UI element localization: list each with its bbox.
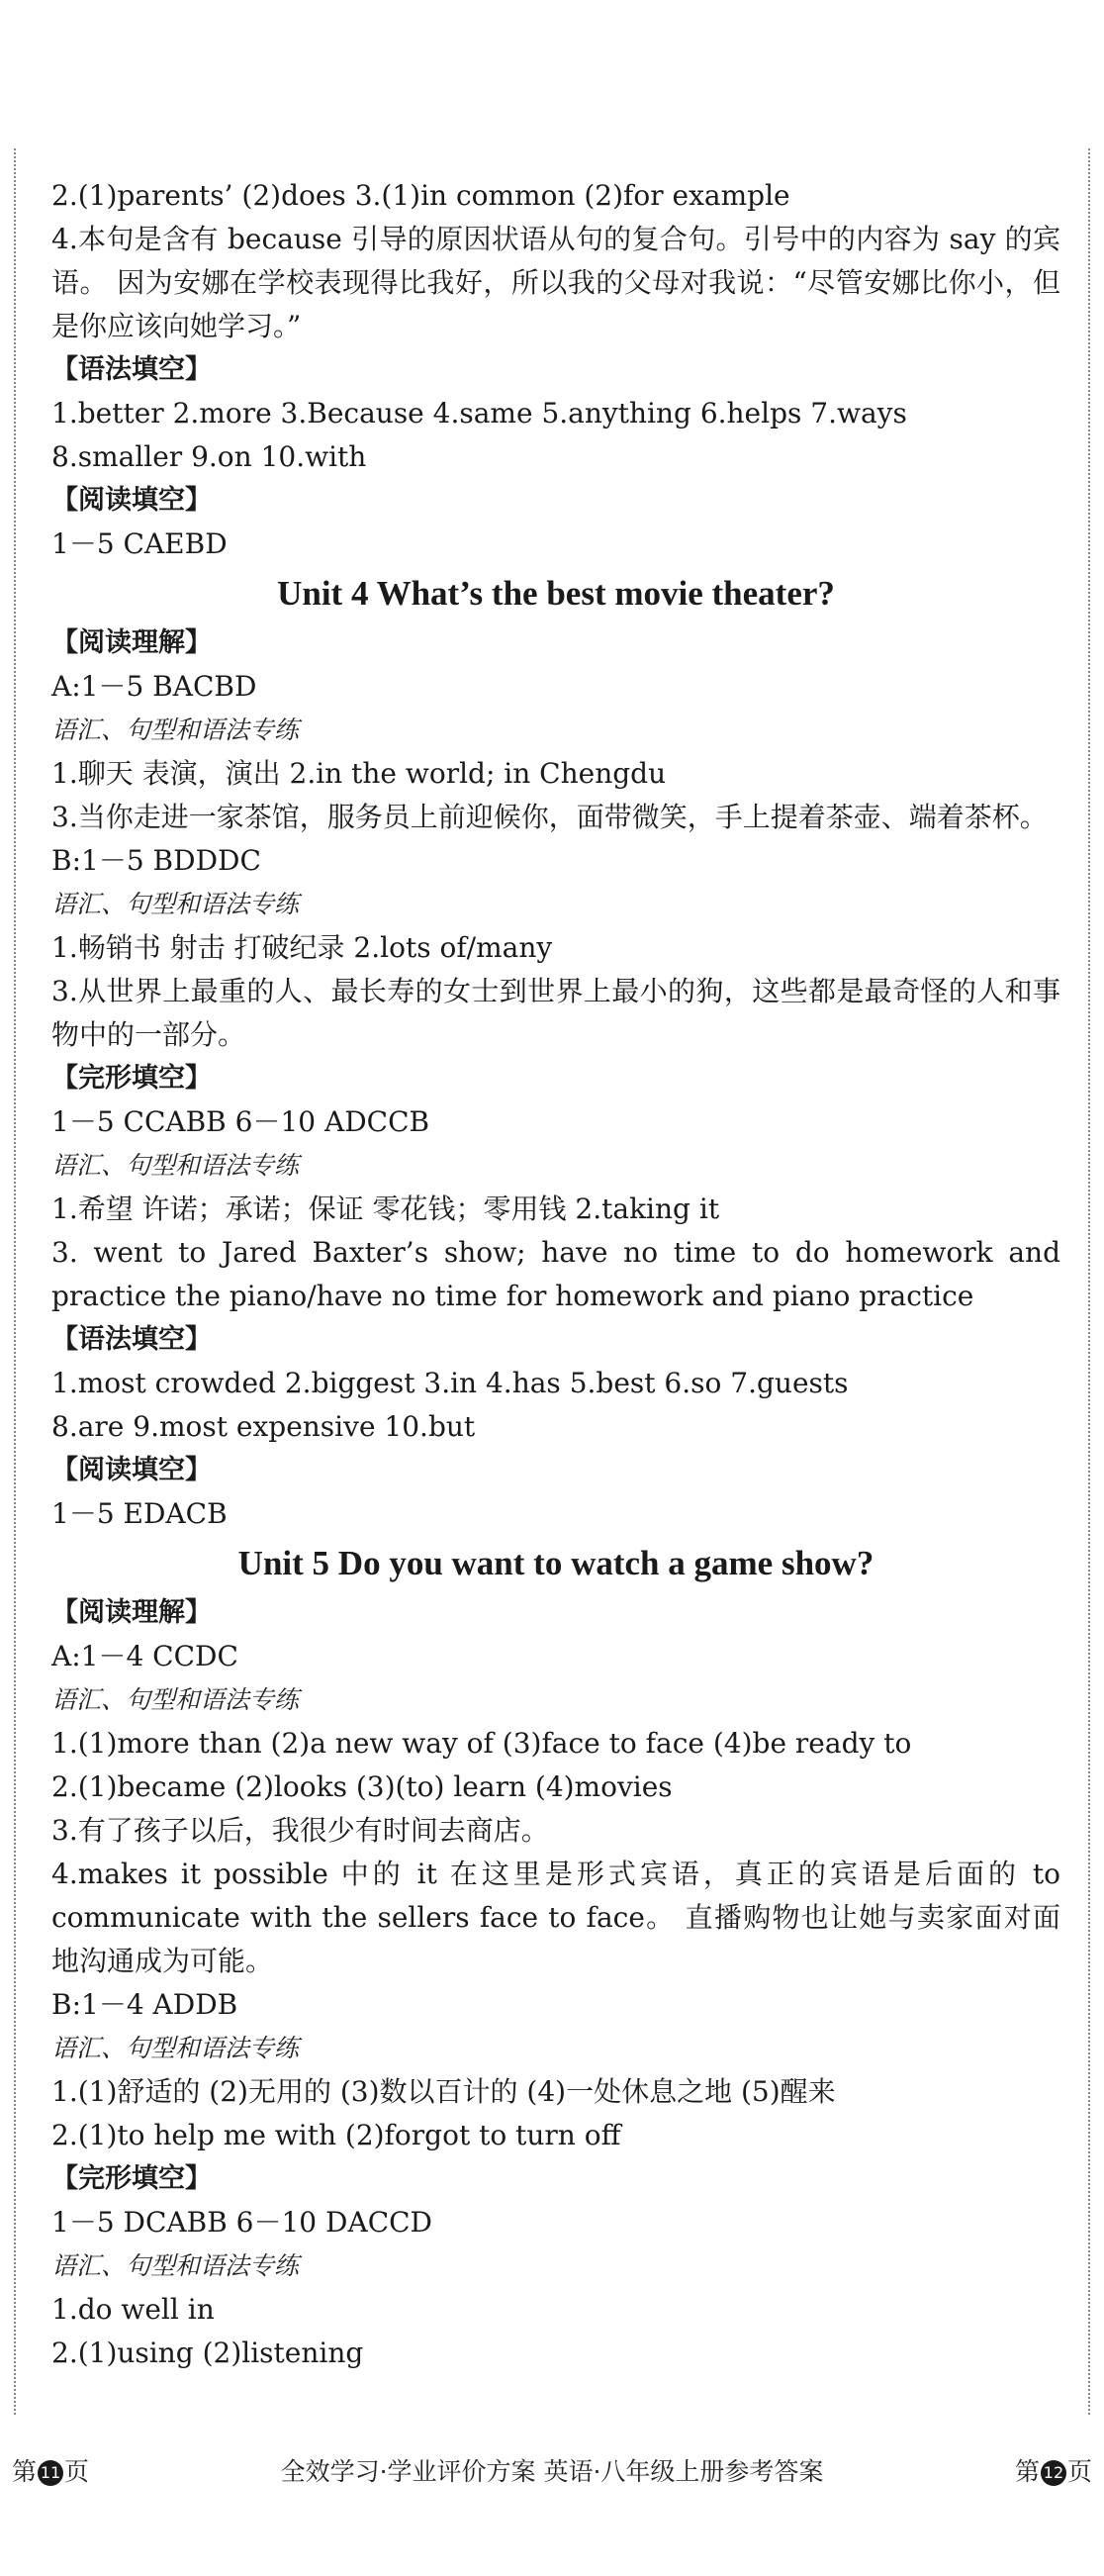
section-heading: 【完形填空】 (51, 1063, 212, 1094)
answer-line: 1.聊天 表演，演出 2.in the world; in Chengdu (51, 757, 667, 790)
answer-line: A:1－4 CCDC (51, 1640, 238, 1672)
answer-line: 1－5 EDACB (51, 1497, 228, 1530)
section-heading: 【阅读理解】 (51, 627, 212, 658)
answer-line: 1.(1)more than (2)a new way of (3)face to face (4)be ready to (51, 1727, 912, 1760)
right-page-num-badge: 12 (1041, 2460, 1066, 2486)
answer-paragraph: 3. went to Jared Baxter’s show; have no time to do homework and practice the piano/have no time for homework and piano practice (51, 1236, 1060, 1312)
right-dotted-rule (1088, 148, 1090, 2415)
left-dotted-rule (14, 148, 16, 2415)
answer-line: 1－5 CAEBD (51, 527, 228, 560)
answer-paragraph: 3.从世界上最重的人、最长寿的女士到世界上最小的狗，这些都是最奇怪的人和事物中的一部分。 (51, 975, 1060, 1051)
answer-line: 1－5 CCABB 6－10 ADCCB (51, 1105, 430, 1138)
section-heading: 【阅读填空】 (51, 485, 212, 516)
answer-paragraph: 4.本句是含有 because 引导的原因状语从句的复合句。引号中的内容为 say 的宾语。 因为安娜在学校表现得比我好，所以我的父母对我说：“尽管安娜比你小，但是你应该向她学习。” (51, 223, 1060, 342)
right-page-number (1015, 2452, 1092, 2488)
subsection-label: 语汇、句型和语法专练 (51, 890, 300, 918)
subsection-label: 语汇、句型和语法专练 (51, 2251, 300, 2280)
answer-line: 1.most crowded 2.biggest 3.in 4.has 5.best 6.so 7.guests (51, 1367, 849, 1399)
answer-line: 1.do well in (51, 2293, 215, 2326)
answer-content (51, 174, 1060, 2375)
answer-line: 1.畅销书 射击 打破纪录 2.lots of/many (51, 931, 553, 964)
answer-line: B:1－5 BDDDC (51, 844, 261, 877)
answer-line: 3.有了孩子以后，我很少有时间去商店。 (51, 1814, 549, 1847)
left-page-num-badge: 11 (38, 2460, 63, 2486)
footer-book-title: 全效学习·学业评价方案 英语·八年级上册参考答案 (280, 2457, 824, 2486)
answer-line: 1.希望 许诺；承诺；保证 零花钱；零用钱 2.taking it (51, 1193, 720, 1225)
page-footer (0, 2452, 1104, 2506)
section-heading: 【阅读理解】 (51, 1597, 212, 1628)
right-page-prefix: 第 (1014, 2457, 1040, 2486)
section-heading: 【阅读填空】 (51, 1455, 212, 1485)
unit-title: Unit 4 What’s the best movie theater? (277, 574, 835, 613)
answer-line: 8.smaller 9.on 10.with (51, 440, 367, 473)
subsection-label: 语汇、句型和语法专练 (51, 1685, 300, 1714)
section-heading: 【语法填空】 (51, 354, 212, 385)
subsection-label: 语汇、句型和语法专练 (51, 2034, 300, 2062)
section-heading: 【语法填空】 (51, 1324, 212, 1355)
answer-paragraph: 3.当你走进一家茶馆，服务员上前迎候你，面带微笑，手上提着茶壶、端着茶杯。 (51, 801, 1048, 833)
answer-line: 2.(1)to help me with (2)forgot to turn off (51, 2119, 621, 2151)
answer-line: 2.(1)parents’ (2)does 3.(1)in common (2)for example (51, 179, 790, 212)
answer-line: B:1－4 ADDB (51, 1988, 238, 2021)
section-heading: 【完形填空】 (51, 2163, 212, 2194)
answer-line: 2.(1)using (2)listening (51, 2337, 364, 2369)
answer-line: 1－5 DCABB 6－10 DACCD (51, 2206, 432, 2239)
answer-line: 2.(1)became (2)looks (3)(to) learn (4)movies (51, 1770, 673, 1803)
answer-line: 1.better 2.more 3.Because 4.same 5.anything 6.helps 7.ways (51, 397, 907, 429)
subsection-label: 语汇、句型和语法专练 (51, 716, 300, 744)
right-page-suffix: 页 (1066, 2457, 1092, 2486)
left-page-suffix: 页 (64, 2457, 90, 2486)
answer-line: 8.are 9.most expensive 10.but (51, 1410, 476, 1443)
subsection-label: 语汇、句型和语法专练 (51, 1151, 300, 1180)
unit-title: Unit 5 Do you want to watch a game show? (237, 1544, 874, 1582)
answer-line: 1.(1)舒适的 (2)无用的 (3)数以百计的 (4)一处休息之地 (5)醒来 (51, 2075, 836, 2108)
answer-paragraph: 4.makes it possible 中的 it 在这里是形式宾语，真正的宾语是后面的 to communicate with the sellers face to face。 直播购物也让她与卖家面对面地沟通成为可能。 (51, 1858, 1060, 1977)
answer-line: A:1－5 BACBD (51, 670, 257, 703)
left-page-prefix: 第 (12, 2457, 38, 2486)
